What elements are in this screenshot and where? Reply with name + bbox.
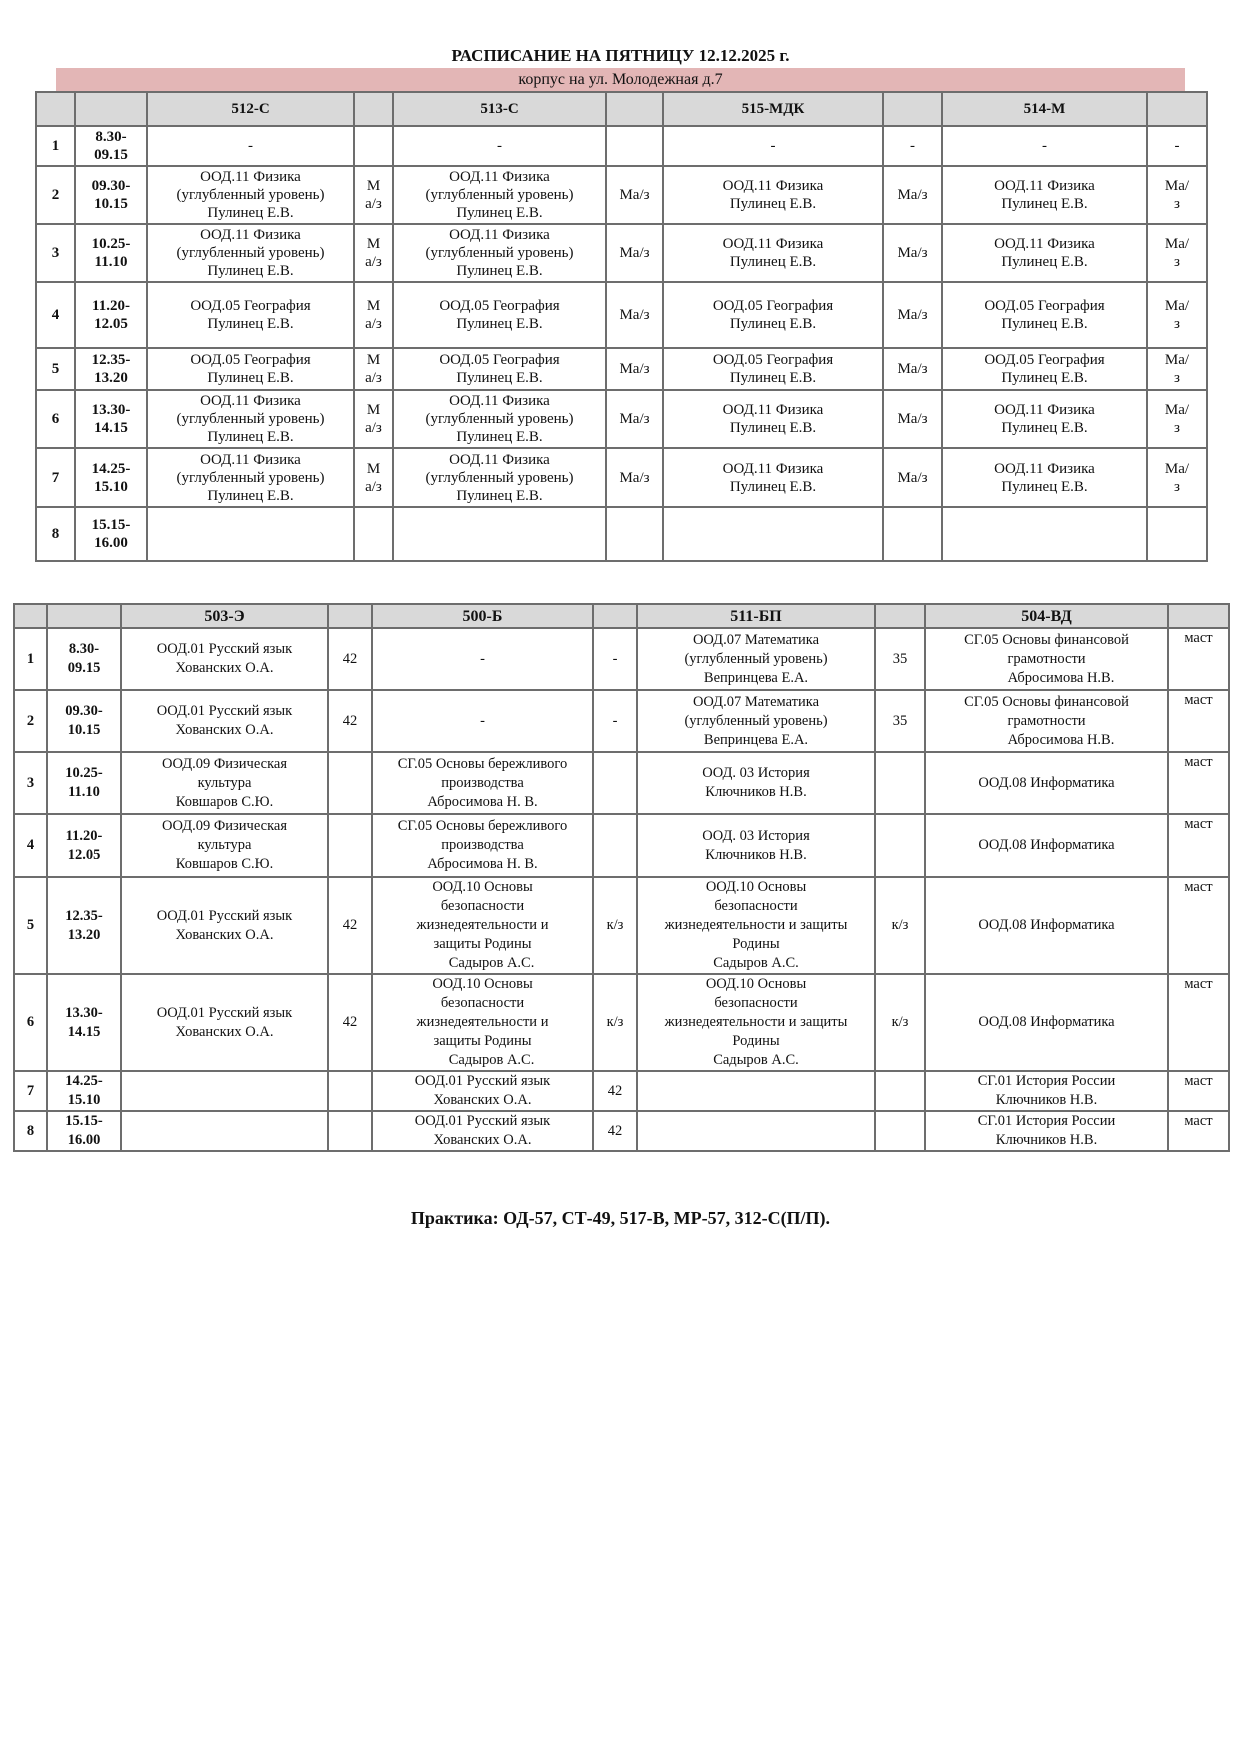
room-cell: Ма/ з [1147,348,1207,390]
subject-cell: ООД.11 Физика (углубленный уровень) Пулинец Е.В. [393,448,606,507]
subject-cell: ООД.05 География Пулинец Е.В. [663,282,883,348]
subject-cell: ООД.09 Физическая культура Ковшаров С.Ю. [121,814,328,877]
room-cell [593,814,637,877]
room-cell: Ма/ з [1147,224,1207,282]
subject-cell [942,507,1147,561]
room-cell: маст [1168,1071,1229,1111]
room-cell: Ма/з [606,282,663,348]
subject-cell: - [372,690,593,752]
subject-cell: СГ.05 Основы финансовой грамотности Абросимова Н.В. [925,690,1168,752]
room-cell: 42 [328,628,372,690]
lesson-time: 8.30- 09.15 [47,628,121,690]
header-cell [883,92,942,126]
lesson-time: 09.30- 10.15 [47,690,121,752]
table-row [36,348,1207,390]
room-cell [606,507,663,561]
subject-cell: ООД.11 Физика (углубленный уровень) Пулинец Е.В. [147,390,354,448]
subject-cell: ООД.05 География Пулинец Е.В. [663,348,883,390]
subject-cell: ООД.05 География Пулинец Е.В. [393,348,606,390]
subject-cell: ООД.05 География Пулинец Е.В. [147,282,354,348]
table-row [14,1071,1229,1111]
lesson-number: 6 [14,974,47,1071]
subject-cell: ООД.11 Физика Пулинец Е.В. [942,448,1147,507]
subject-cell [121,1071,328,1111]
subject-cell [663,507,883,561]
room-cell [875,752,925,814]
room-cell: Ма/з [606,448,663,507]
subject-cell [637,1111,875,1151]
room-cell: 42 [593,1111,637,1151]
header-cell [593,604,637,628]
table-row [36,126,1207,166]
subject-cell: ООД.08 Информатика [925,752,1168,814]
table-row [14,877,1229,974]
room-cell: М а/з [354,348,393,390]
table-row [36,166,1207,224]
room-cell: 42 [328,690,372,752]
subject-cell: ООД.01 Русский язык Хованских О.А. [121,628,328,690]
lesson-number: 8 [36,507,75,561]
header-cell [354,92,393,126]
lesson-time: 12.35- 13.20 [47,877,121,974]
subject-cell: - [942,126,1147,166]
header-cell [606,92,663,126]
room-cell: Ма/ з [1147,166,1207,224]
room-cell: к/з [593,877,637,974]
subject-cell [147,507,354,561]
room-cell: Ма/ з [1147,390,1207,448]
room-cell: Ма/з [883,348,942,390]
lesson-number: 5 [36,348,75,390]
lesson-number: 1 [14,628,47,690]
lesson-number: 6 [36,390,75,448]
lesson-time: 14.25- 15.10 [75,448,147,507]
subject-cell: - [372,628,593,690]
subject-cell: ООД.11 Физика (углубленный уровень) Пулинец Е.В. [147,448,354,507]
header-cell [14,604,47,628]
lesson-number: 4 [14,814,47,877]
room-cell [354,126,393,166]
room-cell [606,126,663,166]
header-cell [1168,604,1229,628]
room-cell: Ма/з [883,282,942,348]
subject-cell: СГ.05 Основы бережливого производства Абросимова Н. В. [372,814,593,877]
lesson-number: 3 [14,752,47,814]
subject-cell: ООД.11 Физика (углубленный уровень) Пулинец Е.В. [147,224,354,282]
subject-cell: ООД.11 Физика (углубленный уровень) Пулинец Е.В. [393,166,606,224]
room-cell: Ма/з [883,224,942,282]
room-cell: Ма/з [606,166,663,224]
group-header: 512-С [147,92,354,126]
table-row [36,224,1207,282]
room-cell: маст [1168,690,1229,752]
table-row [14,974,1229,1071]
room-cell: М а/з [354,390,393,448]
subject-cell: ООД.11 Физика Пулинец Е.В. [663,224,883,282]
lesson-time: 10.25- 11.10 [47,752,121,814]
room-cell: Ма/з [606,224,663,282]
room-cell: Ма/з [883,390,942,448]
subject-cell: ООД.09 Физическая культура Ковшаров С.Ю. [121,752,328,814]
lesson-time: 12.35- 13.20 [75,348,147,390]
room-cell: - [593,628,637,690]
subject-cell: - [393,126,606,166]
subject-cell: ООД.08 Информатика [925,877,1168,974]
room-cell: маст [1168,752,1229,814]
subject-cell: ООД.05 География Пулинец Е.В. [942,282,1147,348]
room-cell: Ма/ з [1147,448,1207,507]
room-cell [328,1071,372,1111]
lesson-time: 09.30- 10.15 [75,166,147,224]
room-cell [883,507,942,561]
lesson-number: 7 [36,448,75,507]
room-cell: маст [1168,628,1229,690]
subject-cell: ООД.05 География Пулинец Е.В. [147,348,354,390]
room-cell: к/з [875,974,925,1071]
room-cell: 35 [875,690,925,752]
group-header: 500-Б [372,604,593,628]
room-cell [354,507,393,561]
table-row [14,1111,1229,1151]
room-cell: - [883,126,942,166]
header-row [36,92,1207,126]
lesson-number: 2 [36,166,75,224]
room-cell: к/з [593,974,637,1071]
table-row [36,390,1207,448]
subject-cell: ООД.10 Основы безопасности жизнедеятельности и защиты Родины Садыров А.С. [372,877,593,974]
subject-cell: СГ.05 Основы финансовой грамотности Абросимова Н.В. [925,628,1168,690]
subject-cell: ООД. 03 История Ключников Н.В. [637,752,875,814]
table-row [36,282,1207,348]
subject-cell [393,507,606,561]
subject-cell: ООД.01 Русский язык Хованских О.А. [121,974,328,1071]
table-row [14,690,1229,752]
room-cell: М а/з [354,166,393,224]
room-cell [328,1111,372,1151]
lesson-time: 8.30- 09.15 [75,126,147,166]
room-cell [875,1111,925,1151]
lesson-time: 13.30- 14.15 [47,974,121,1071]
header-cell [1147,92,1207,126]
subject-cell: ООД.05 География Пулинец Е.В. [942,348,1147,390]
room-cell: 35 [875,628,925,690]
room-cell: маст [1168,877,1229,974]
subject-cell: ООД.11 Физика Пулинец Е.В. [663,390,883,448]
table-row [36,507,1207,561]
subject-cell: ООД.01 Русский язык Хованских О.А. [372,1111,593,1151]
subject-cell: СГ.01 История России Ключников Н.В. [925,1111,1168,1151]
subject-cell: ООД.11 Физика Пулинец Е.В. [942,390,1147,448]
subject-cell: ООД.11 Физика Пулинец Е.В. [663,166,883,224]
subject-cell: СГ.05 Основы бережливого производства Абросимова Н. В. [372,752,593,814]
subject-cell: ООД.10 Основы безопасности жизнедеятельности и защиты Родины Садыров А.С. [637,877,875,974]
lesson-time: 15.15- 16.00 [47,1111,121,1151]
lesson-time: 15.15- 16.00 [75,507,147,561]
subject-cell: - [663,126,883,166]
header-cell [47,604,121,628]
room-cell: Ма/з [883,448,942,507]
room-cell: 42 [328,974,372,1071]
lesson-number: 3 [36,224,75,282]
header-cell [875,604,925,628]
lesson-number: 2 [14,690,47,752]
subject-cell: ООД.07 Математика (углубленный уровень) Вепринцева Е.А. [637,628,875,690]
schedule-table-2 [13,603,1230,1152]
header-cell [75,92,147,126]
lesson-number: 7 [14,1071,47,1111]
subject-cell: ООД.11 Физика Пулинец Е.В. [942,224,1147,282]
schedule-table-1 [35,91,1208,562]
group-header: 515-МДК [663,92,883,126]
subject-cell: ООД.11 Физика Пулинец Е.В. [663,448,883,507]
subject-cell [121,1111,328,1151]
room-cell [1147,507,1207,561]
room-cell: - [593,690,637,752]
table-row [14,628,1229,690]
subject-cell: ООД.05 География Пулинец Е.В. [393,282,606,348]
subject-cell: ООД.07 Математика (углубленный уровень) Вепринцева Е.А. [637,690,875,752]
table-row [14,814,1229,877]
lesson-number: 1 [36,126,75,166]
subject-cell: ООД.11 Физика (углубленный уровень) Пулинец Е.В. [393,224,606,282]
room-cell: Ма/з [606,390,663,448]
room-cell: М а/з [354,448,393,507]
group-header: 513-С [393,92,606,126]
group-header: 503-Э [121,604,328,628]
table-row [36,448,1207,507]
lesson-time: 11.20- 12.05 [75,282,147,348]
subject-cell: ООД.11 Физика (углубленный уровень) Пулинец Е.В. [147,166,354,224]
group-header: 514-М [942,92,1147,126]
subject-cell: ООД.08 Информатика [925,814,1168,877]
subject-cell: ООД.11 Физика Пулинец Е.В. [942,166,1147,224]
room-cell: М а/з [354,224,393,282]
lesson-number: 8 [14,1111,47,1151]
group-header: 511-БП [637,604,875,628]
subject-cell: СГ.01 История России Ключников Н.В. [925,1071,1168,1111]
subject-cell: ООД.08 Информатика [925,974,1168,1071]
room-cell [875,1071,925,1111]
room-cell: Ма/з [883,166,942,224]
lesson-number: 5 [14,877,47,974]
subject-cell: ООД.10 Основы безопасности жизнедеятельности и защиты Родины Садыров А.С. [637,974,875,1071]
header-row [14,604,1229,628]
lesson-time: 14.25- 15.10 [47,1071,121,1111]
lesson-time: 11.20- 12.05 [47,814,121,877]
subject-cell: - [147,126,354,166]
room-cell: Ма/ з [1147,282,1207,348]
building-banner: корпус на ул. Молодежная д.7 [56,68,1185,91]
subject-cell: ООД. 03 История Ключников Н.В. [637,814,875,877]
lesson-number: 4 [36,282,75,348]
room-cell: 42 [593,1071,637,1111]
lesson-time: 13.30- 14.15 [75,390,147,448]
room-cell [875,814,925,877]
subject-cell [637,1071,875,1111]
room-cell [328,752,372,814]
room-cell: М а/з [354,282,393,348]
practice-note: Практика: ОД-57, СТ-49, 517-В, МР-57, 312-С(П/П). [410,1208,831,1228]
lesson-time: 10.25- 11.10 [75,224,147,282]
subject-cell: ООД.01 Русский язык Хованских О.А. [372,1071,593,1111]
room-cell: маст [1168,814,1229,877]
room-cell: Ма/з [606,348,663,390]
group-header: 504-ВД [925,604,1168,628]
room-cell [593,752,637,814]
room-cell: маст [1168,974,1229,1071]
header-cell [328,604,372,628]
room-cell: - [1147,126,1207,166]
table-row [14,752,1229,814]
subject-cell: ООД.01 Русский язык Хованских О.А. [121,690,328,752]
header-cell [36,92,75,126]
room-cell [328,814,372,877]
room-cell: к/з [875,877,925,974]
page-title: РАСПИСАНИЕ НА ПЯТНИЦУ 12.12.2025 г. [451,46,790,65]
room-cell: маст [1168,1111,1229,1151]
subject-cell: ООД.01 Русский язык Хованских О.А. [121,877,328,974]
room-cell: 42 [328,877,372,974]
subject-cell: ООД.10 Основы безопасности жизнедеятельности и защиты Родины Садыров А.С. [372,974,593,1071]
subject-cell: ООД.11 Физика (углубленный уровень) Пулинец Е.В. [393,390,606,448]
